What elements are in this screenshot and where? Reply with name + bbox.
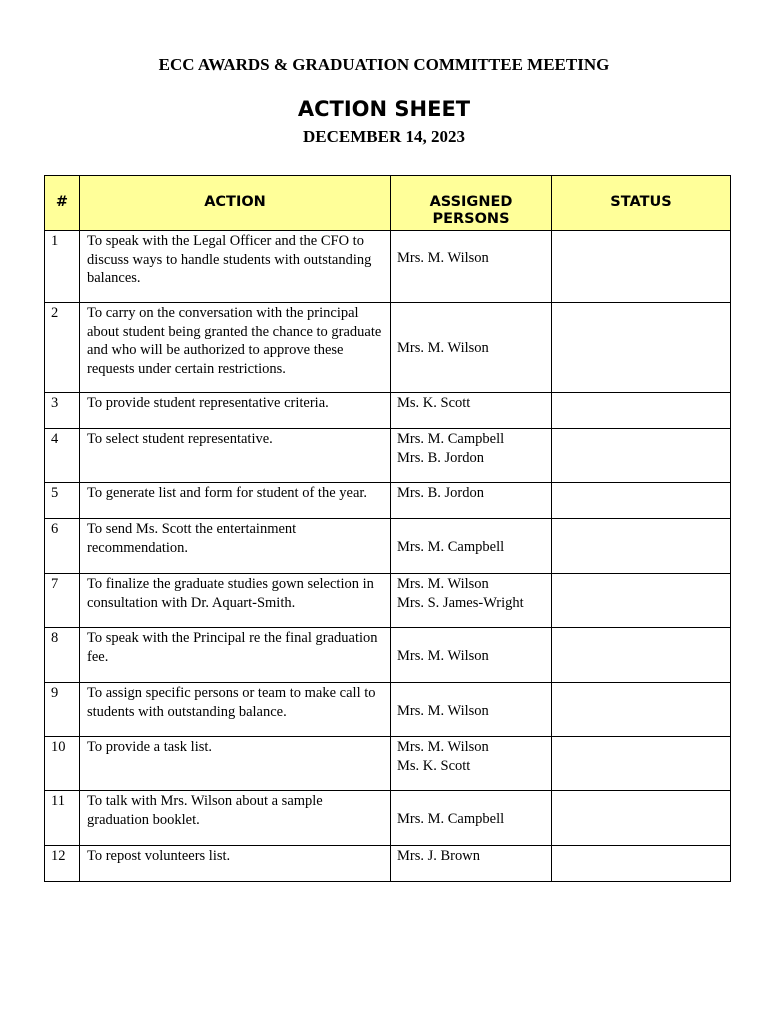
column-header-action: ACTION [80,176,391,231]
table-header-row [45,176,731,231]
status-cell [552,393,731,429]
assigned-person: Mrs. M. Wilson [397,703,489,719]
row-number: 8 [45,628,80,683]
assigned-person: Mrs. J. Brown [397,848,480,864]
assigned-person: Mrs. M. Wilson [397,739,489,755]
table-row [45,393,731,429]
row-number: 3 [45,393,80,429]
meeting-date: DECEMBER 14, 2023 [303,127,465,146]
assigned-persons-cell [391,628,552,683]
action-cell: To speak with the Legal Officer and the CFO to discuss ways to handle students with outstanding balances. [80,231,391,303]
assigned-persons-cell [391,231,552,303]
action-cell: To speak with the Principal re the final graduation fee. [80,628,391,683]
assigned-person: Ms. K. Scott [397,395,471,411]
assigned-person: Ms. K. Scott [397,757,471,774]
table-row [45,683,731,737]
column-header-assigned-persons [391,176,552,231]
table-row [45,791,731,846]
status-cell [552,737,731,791]
table-row [45,574,731,628]
action-cell: To carry on the conversation with the principal about student being granted the chance to graduate and who will be authorized to approve these requests under certain restrictions. [80,303,391,393]
row-number: 6 [45,519,80,574]
assigned-person: Mrs. B. Jordon [397,485,485,501]
assigned-persons-cell [391,429,552,483]
assigned-persons-cell [391,574,552,628]
committee-name: ECC AWARDS & GRADUATION COMMITTEE MEETING [158,55,610,74]
status-cell [552,231,731,303]
assigned-persons-cell [391,303,552,393]
action-cell: To provide a task list. [80,737,391,791]
assigned-person: Mrs. M. Campbell [397,811,505,827]
row-number: 1 [45,231,80,303]
row-number: 10 [45,737,80,791]
row-number: 2 [45,303,80,393]
action-cell: To assign specific persons or team to make call to students with outstanding balance. [80,683,391,737]
assigned-person: Mrs. B. Jordon [397,449,485,466]
action-table [44,175,731,882]
action-cell: To repost volunteers list. [80,846,391,882]
assigned-person: Mrs. M. Wilson [397,576,489,592]
table-row [45,303,731,393]
row-number: 4 [45,429,80,483]
table-row [45,628,731,683]
assigned-persons-cell [391,791,552,846]
assigned-person: Mrs. S. James-Wright [397,594,524,611]
action-cell: To finalize the graduate studies gown selection in consultation with Dr. Aquart-Smith. [80,574,391,628]
table-row [45,231,731,303]
assigned-persons-cell [391,846,552,882]
assigned-person: Mrs. M. Campbell [397,431,505,447]
status-cell [552,303,731,393]
table-row [45,429,731,483]
assigned-person: Mrs. M. Campbell [397,539,505,555]
assigned-persons-cell [391,683,552,737]
action-cell: To provide student representative criteria. [80,393,391,429]
column-header-number: # [45,176,80,231]
assigned-person: Mrs. M. Wilson [397,250,489,266]
status-cell [552,791,731,846]
status-cell [552,683,731,737]
table-row [45,737,731,791]
status-cell [552,628,731,683]
assigned-persons-cell [391,483,552,519]
row-number: 11 [45,791,80,846]
assigned-person: Mrs. M. Wilson [397,648,489,664]
column-header-assigned-persons-label: ASSIGNED PERSONS [429,194,513,227]
assigned-persons-cell [391,519,552,574]
document-title: ACTION SHEET [297,97,471,121]
action-cell: To select student representative. [80,429,391,483]
table-row [45,519,731,574]
status-cell [552,574,731,628]
row-number: 7 [45,574,80,628]
action-cell: To generate list and form for student of the year. [80,483,391,519]
status-cell [552,429,731,483]
column-header-status: STATUS [552,176,731,231]
table-row [45,846,731,882]
row-number: 9 [45,683,80,737]
status-cell [552,846,731,882]
row-number: 12 [45,846,80,882]
action-cell: To send Ms. Scott the entertainment recommendation. [80,519,391,574]
status-cell [552,519,731,574]
assigned-persons-cell [391,393,552,429]
assigned-person: Mrs. M. Wilson [397,340,489,356]
action-cell: To talk with Mrs. Wilson about a sample graduation booklet. [80,791,391,846]
row-number: 5 [45,483,80,519]
assigned-persons-cell [391,737,552,791]
status-cell [552,483,731,519]
table-row [45,483,731,519]
